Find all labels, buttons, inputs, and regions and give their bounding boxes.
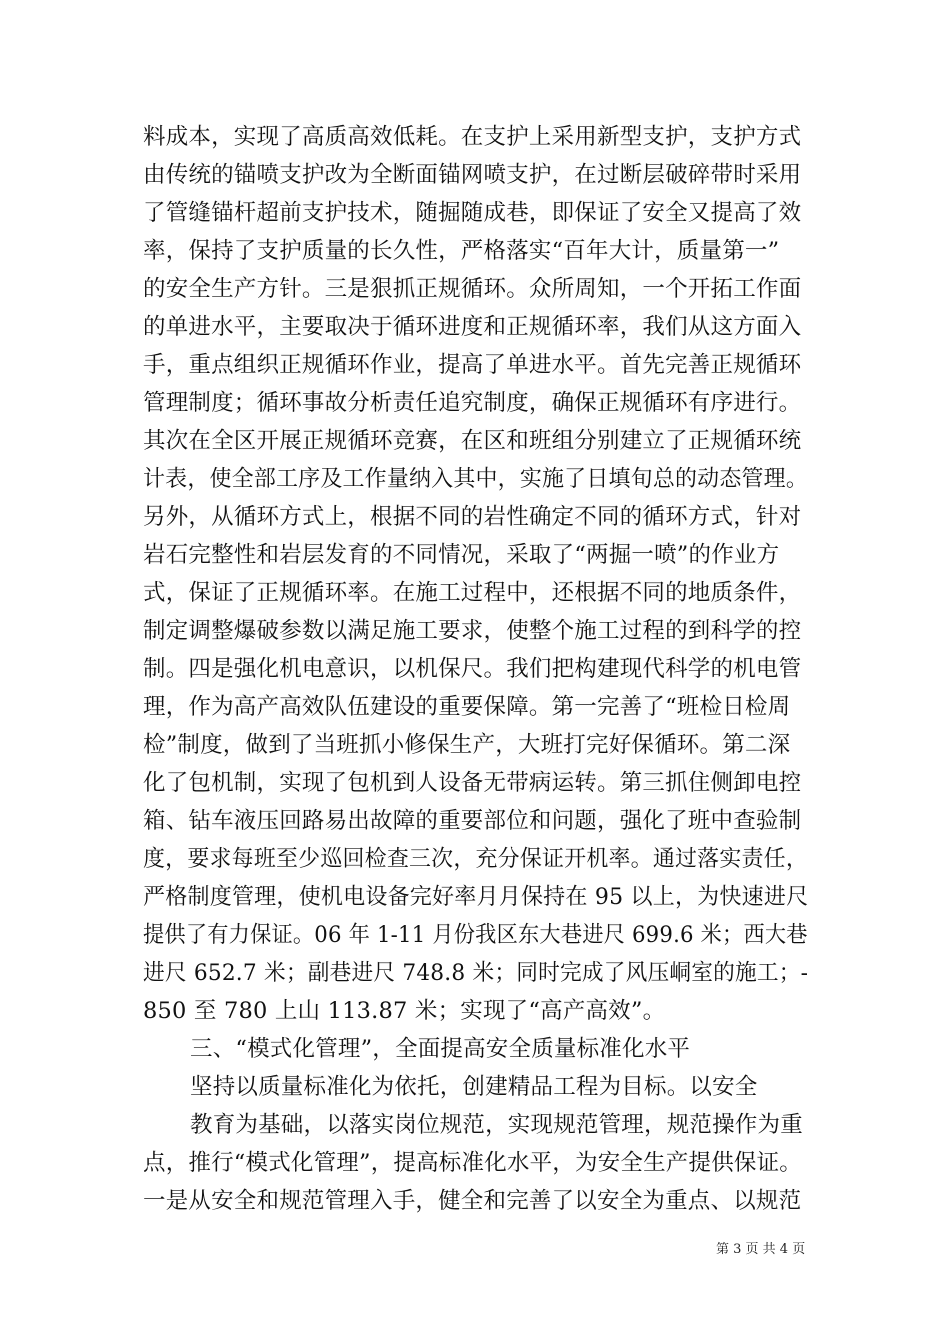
body-text-line: 一是从安全和规范管理入手，健全和完善了以安全为重点、以规范 (143, 1188, 802, 1214)
body-text-line: 了管缝锚杆超前支护技术，随掘随成巷，即保证了安全又提高了效 (143, 200, 802, 226)
body-text-line: 另外，从循环方式上，根据不同的岩性确定不同的循环方式，针对 (143, 504, 802, 530)
body-text-line: 制。四是强化机电意识，以机保尺。我们把构建现代科学的机电管 (143, 656, 802, 682)
body-text-line: 岩石完整性和岩层发育的不同情况，采取了“两掘一喷”的作业方 (143, 542, 780, 568)
paragraph-first-line: 教育为基础，以落实岗位规范，实现规范管理，规范操作为重 (190, 1112, 803, 1138)
body-text-line: 箱、钻车液压回路易出故障的重要部位和问题，强化了班中查验制 (143, 808, 802, 834)
body-text-line: 进尺 652.7 米；副巷进尺 748.8 米；同时完成了风压峒室的施工；- (143, 960, 809, 986)
body-text-line: 的单进水平，主要取决于循环进度和正规循环率，我们从这方面入 (143, 314, 802, 340)
body-text-line: 理，作为高产高效队伍建设的重要保障。第一完善了“班检日检周 (143, 694, 791, 720)
page-number: 第 3 页 共 4 页 (716, 1242, 806, 1257)
body-text-line: 检”制度，做到了当班抓小修保生产，大班打完好保循环。第二深 (143, 732, 791, 758)
body-text-line: 其次在全区开展正规循环竞赛，在区和班组分别建立了正规循环统 (143, 428, 802, 454)
paragraph-first-line: 坚持以质量标准化为依托，创建精品工程为目标。以安全 (190, 1074, 758, 1100)
body-text-line: 率，保持了支护质量的长久性，严格落实“百年大计，质量第一” (143, 238, 780, 264)
body-text-line: 化了包机制，实现了包机到人设备无带病运转。第三抓住侧卸电控 (143, 770, 802, 796)
body-text-line: 制定调整爆破参数以满足施工要求，使整个施工过程的到科学的控 (143, 618, 802, 644)
body-text-line: 严格制度管理，使机电设备完好率月月保持在 95 以上，为快速进尺 (143, 884, 809, 910)
body-text-line: 计表，使全部工序及工作量纳入其中，实施了日填旬总的动态管理。 (143, 466, 809, 492)
body-text-line: 点，推行“模式化管理”，提高标准化水平，为安全生产提供保证。 (143, 1150, 803, 1176)
body-text-line: 提供了有力保证。06 年 1-11 月份我区东大巷进尺 699.6 米；西大巷 (143, 922, 808, 948)
body-text-line: 手，重点组织正规循环作业，提高了单进水平。首先完善正规循环 (143, 352, 802, 378)
body-text-line: 料成本，实现了高质高效低耗。在支护上采用新型支护，支护方式 (143, 124, 802, 150)
body-text-line: 管理制度；循环事故分析责任追究制度，确保正规循环有序进行。 (143, 390, 802, 416)
body-text-line: 度，要求每班至少巡回检查三次，充分保证开机率。通过落实责任， (143, 846, 809, 872)
body-text-line: 由传统的锚喷支护改为全断面锚网喷支护，在过断层破碎带时采用 (143, 162, 802, 188)
body-text-line: 850 至 780 上山 113.87 米；实现了“高产高效”。 (143, 998, 666, 1024)
body-text-line: 式，保证了正规循环率。在施工过程中，还根据不同的地质条件， (143, 580, 802, 606)
body-text-line: 的安全生产方针。三是狠抓正规循环。众所周知，一个开拓工作面 (143, 276, 802, 302)
section-heading: 三、“模式化管理”，全面提高安全质量标准化水平 (190, 1036, 691, 1062)
